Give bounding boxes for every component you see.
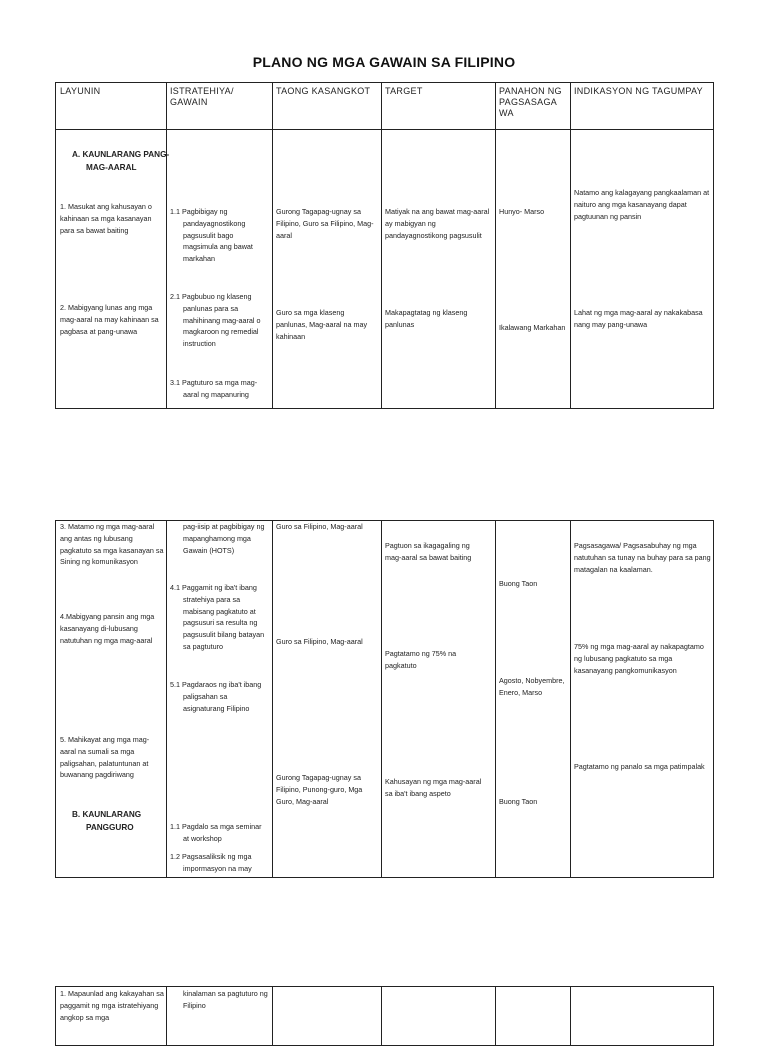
row2-target: Makapagtatag ng klaseng panlunas xyxy=(385,308,468,329)
column-divider xyxy=(166,83,167,408)
section-heading-b: B. KAUNLARANG PANGGURO xyxy=(72,810,142,832)
row4-panahon: Agosto, Nobyembre, Enero, Marso xyxy=(499,676,565,697)
column-divider xyxy=(381,987,382,1045)
plan-table-page-3 xyxy=(55,986,714,1046)
row3-layunin: 3. Matamo ng mga mag-aaral ang antas ng lubusang pagkatuto sa mga kasanayan sa Sining ng komunikasyon xyxy=(60,522,164,567)
column-divider xyxy=(570,83,571,408)
header-divider xyxy=(56,129,713,130)
row1-taong: Gurong Tagapag-ugnay sa Filipino, Guro sa Filipino, Mag-aaral xyxy=(276,207,374,240)
column-divider xyxy=(381,521,382,877)
row6-istratehiya: 1.1 Pagdalo sa mga seminar at workshop xyxy=(170,822,262,843)
column-divider xyxy=(495,987,496,1045)
row4-istratehiya: 4.1 Paggamit ng iba't ibang stratehiya para sa mabisang pagkatuto at pagsusuri sa resulta ng pagsusulit bilang batayan sa pagtuturo xyxy=(170,583,265,651)
row4-layunin: 4.Mabigyang pansin ang mga kasanayang di-lubusang natutuhan ng mga mag-aaral xyxy=(60,612,155,645)
row1-target: Matiyak na ang bawat mag-aaral ay mabigyan ng pandayagnostikong pagsusulit xyxy=(385,207,490,240)
header-target: TARGET xyxy=(385,86,423,96)
row3-istratehiya: 3.1 Pagtuturo sa mga mag-aaral ng mapanuring xyxy=(170,378,258,399)
row5-istratehiya: 5.1 Pagdaraos ng iba't ibang paligsahan sa asignaturang Filipino xyxy=(170,680,262,713)
row3-target: Pagtuon sa ikagagaling ng mag-aaral sa bawat baiting xyxy=(385,541,472,562)
row2-panahon: Ikalawang Markahan xyxy=(499,323,566,332)
row5-taong: Gurong Tagapag-ugnay sa Filipino, Punong-guro, Mga Guro, Mag-aaral xyxy=(276,773,363,806)
row1-panahon: Hunyo- Marso xyxy=(499,207,545,216)
page-title: PLANO NG MGA GAWAIN SA FILIPINO xyxy=(252,54,516,70)
column-divider xyxy=(495,521,496,877)
row4-target: Pagtatamo ng 75% na pagkatuto xyxy=(385,649,457,670)
row2-layunin: 2. Mabigyang lunas ang mga mag-aaral na may kahinaan sa pagbasa at pang-unawa xyxy=(60,303,159,336)
column-divider xyxy=(272,987,273,1045)
column-divider xyxy=(381,83,382,408)
row5-layunin: 5. Mahikayat ang mga mag-aaral na sumali sa mga paligsahan, palatuntunan at buwanang pagdiriwang xyxy=(60,735,150,780)
column-divider xyxy=(570,521,571,877)
plan-table-page-2 xyxy=(55,520,714,878)
row3-panahon: Buong Taon xyxy=(499,579,538,588)
row7-istratehiya: 1.2 Pagsasaliksik ng mga impormasyon na may xyxy=(170,852,252,873)
row3-istratehiya-cont: pag-iisip at pagbibigay ng mapanghamong mga Gawain (HOTS) xyxy=(183,522,265,555)
section-heading-a: A. KAUNLARANG PANG-MAG-AARAL xyxy=(72,150,170,172)
row3-taong: Guro sa Filipino, Mag-aaral xyxy=(276,522,363,531)
column-divider xyxy=(570,987,571,1045)
header-indikasyon: INDIKASYON NG TAGUMPAY xyxy=(574,86,703,96)
column-divider xyxy=(495,83,496,408)
row8-istratehiya: kinalaman sa pagtuturo ng Filipino xyxy=(183,989,268,1010)
column-divider xyxy=(272,83,273,408)
column-divider xyxy=(272,521,273,877)
header-panahon: PANAHON NG PAGSASAGAWA xyxy=(499,86,562,118)
plan-table-page-1 xyxy=(55,82,714,409)
column-divider xyxy=(166,987,167,1045)
row1-istratehiya: 1.1 Pagbibigay ng pandayagnostikong pagsusulit bago magsimula ang bawat markahan xyxy=(170,207,253,264)
row4-taong: Guro sa Filipino, Mag-aaral xyxy=(276,637,363,646)
header-istratehiya: ISTRATEHIYA/ GAWAIN xyxy=(170,86,234,107)
row1-layunin: 1. Masukat ang kahusayan o kahinaan sa mga kasanayan para sa bawat baiting xyxy=(60,202,152,235)
row3-indikasyon: Pagsasagawa/ Pagsasabuhay ng mga natutuhan sa tunay na buhay para sa pang matagalan na kaalaman. xyxy=(574,541,711,574)
row2-istratehiya: 2.1 Pagbubuo ng klaseng panlunas para sa mahihinang mag-aaral o magkaroon ng remedial instruction xyxy=(170,292,261,349)
row5-target: Kahusayan ng mga mag-aaral sa iba't ibang aspeto xyxy=(385,777,482,798)
row5-indikasyon: Pagtatamo ng panalo sa mga patimpalak xyxy=(574,762,705,771)
header-layunin: LAYUNIN xyxy=(60,86,101,96)
header-taong-kasangkot: TAONG KASANGKOT xyxy=(276,86,371,96)
row4-indikasyon: 75% ng mga mag-aaral ay nakapagtamo ng lubusang pagkatuto sa mga kasanayang pangkomunikasyon xyxy=(574,642,704,675)
row8-layunin: 1. Mapaunlad ang kakayahan sa paggamit ng mga istratehiyang angkop sa mga xyxy=(60,989,164,1022)
row2-indikasyon: Lahat ng mga mag-aaral ay nakakabasa nang may pang-unawa xyxy=(574,308,703,329)
row5-panahon: Buong Taon xyxy=(499,797,538,806)
row2-taong: Guro sa mga klaseng panlunas, Mag-aaral na may kahinaan xyxy=(276,308,368,341)
row1-indikasyon: Natamo ang kalagayang pangkaalaman at naituro ang mga kasanayang dapat pagtuunan ng pansin xyxy=(574,188,710,221)
